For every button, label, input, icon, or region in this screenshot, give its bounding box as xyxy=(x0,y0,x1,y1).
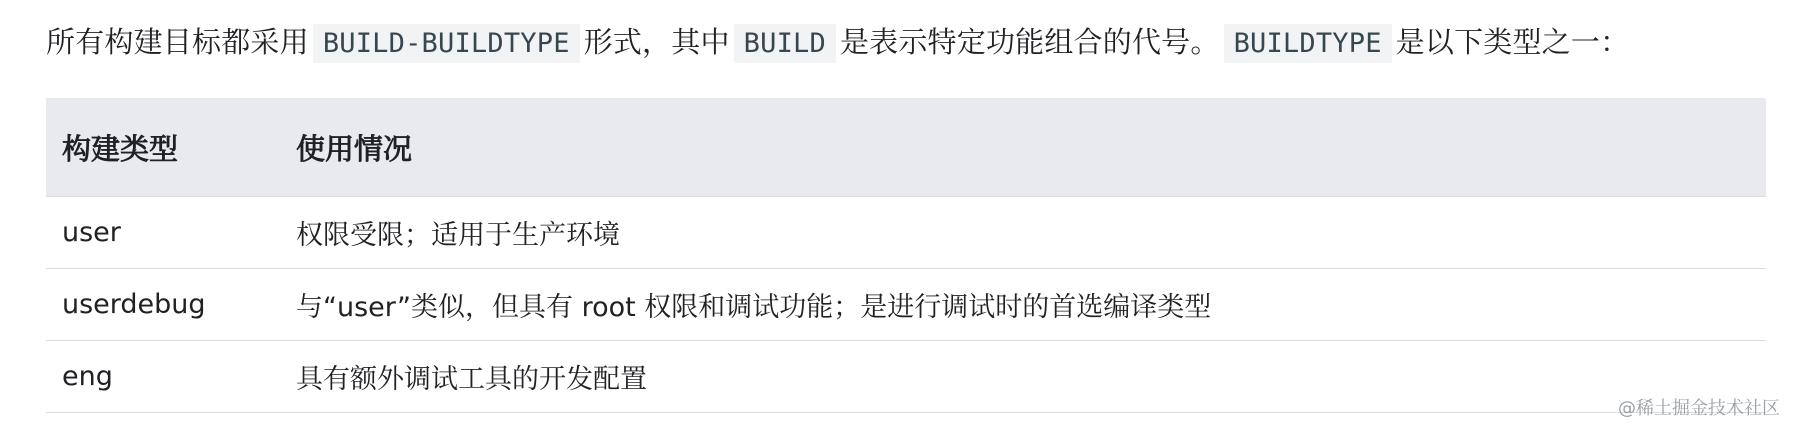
build-type-cell: userdebug xyxy=(62,289,206,320)
build-type-cell: user xyxy=(62,217,121,248)
code-build-buildtype: BUILD-BUILDTYPE xyxy=(313,24,580,63)
intro-text-4: 是以下类型之一： xyxy=(1395,25,1630,59)
header-usage: 使用情况 xyxy=(296,131,413,166)
intro-paragraph xyxy=(46,18,1766,68)
build-type-cell: eng xyxy=(62,361,113,392)
header-build-type: 构建类型 xyxy=(62,131,179,166)
watermark: @稀土掘金技术社区 xyxy=(1618,398,1780,419)
code-buildtype: BUILDTYPE xyxy=(1224,24,1392,63)
code-build: BUILD xyxy=(734,24,836,63)
table-row xyxy=(46,197,1766,269)
build-type-table xyxy=(46,98,1766,413)
intro-text-3: 是表示特定功能组合的代号。 xyxy=(839,25,1220,59)
usage-cell: 与“user”类似，但具有 root 权限和调试功能；是进行调试时的首选编译类型 xyxy=(296,292,1212,323)
table-row xyxy=(46,341,1766,413)
table-row xyxy=(46,269,1766,341)
usage-cell: 具有额外调试工具的开发配置 xyxy=(296,364,647,395)
intro-text-2: 形式，其中 xyxy=(583,25,730,59)
intro-text-1: 所有构建目标都采用 xyxy=(46,25,309,59)
usage-cell: 权限受限；适用于生产环境 xyxy=(296,220,620,251)
table-header-row xyxy=(46,98,1766,197)
